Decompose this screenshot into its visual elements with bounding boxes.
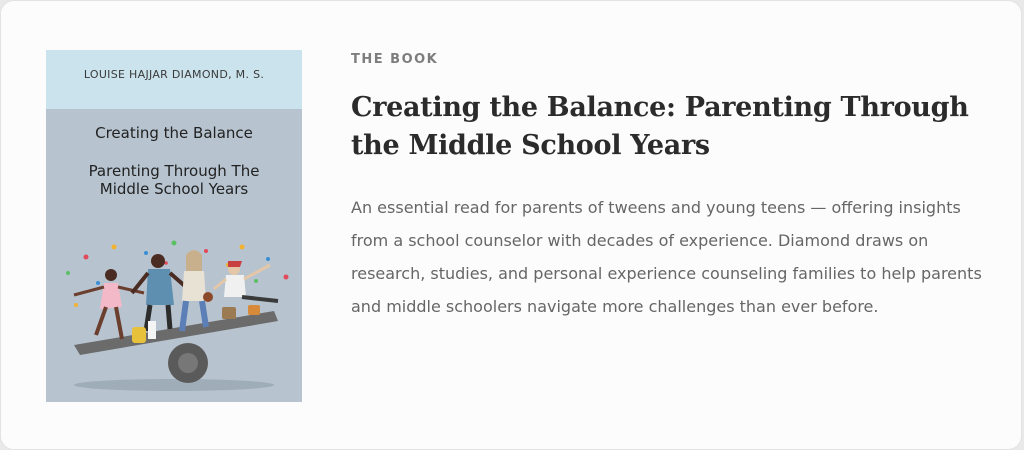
family-on-seesaw-illustration	[46, 235, 302, 395]
cover-title: Creating the Balance	[95, 124, 253, 142]
book-title: Creating the Balance: Parenting Through the Middle School Years	[351, 92, 969, 161]
book-cover-image	[46, 50, 302, 402]
section-eyebrow: THE BOOK	[351, 52, 439, 67]
cover-subtitle: Parenting Through The Middle School Years	[88, 162, 260, 198]
cover-author: LOUISE HAJJAR DIAMOND, M. S.	[83, 68, 265, 81]
book-description: An essential read for parents of tweens and young teens — offering insights from a school counselor with decades of experience. Diamond draws on research, studies, and personal experience counseling families to help parents and middle schoolers navigate more challenges than ever before.	[351, 198, 982, 316]
